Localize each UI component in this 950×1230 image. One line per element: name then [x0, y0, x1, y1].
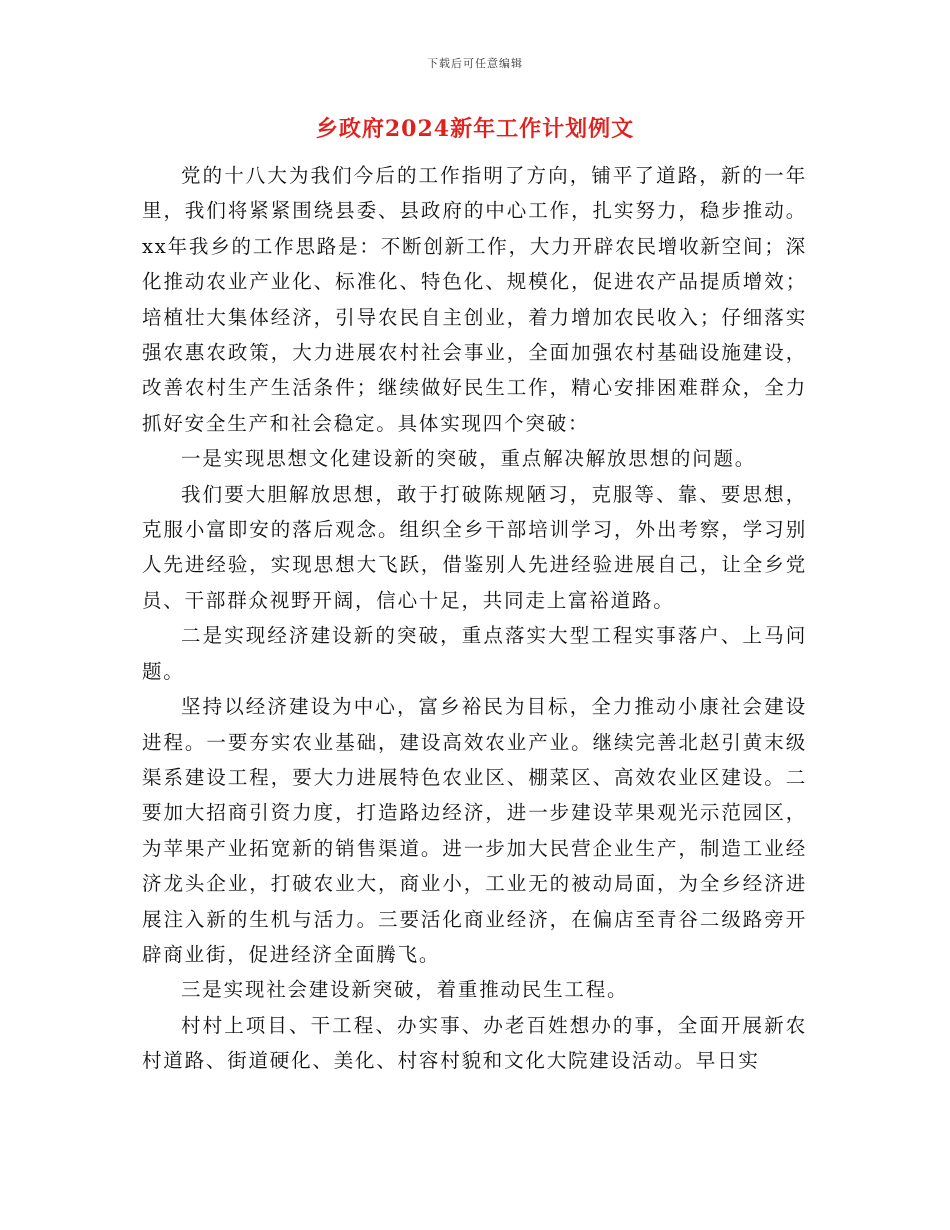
paragraph: 村村上项目、干工程、办实事、办老百姓想办的事，全面开展新农村道路、街道硬化、美化、村容村貌和文化大院建设活动。早日实: [142, 1013, 807, 1073]
paragraph: 三是实现社会建设新突破，着重推动民生工程。: [181, 978, 629, 1002]
document-body: [142, 158, 807, 1079]
header-note: 下载后可任意编辑: [427, 57, 523, 70]
paragraph: 我们要大胆解放思想，敢于打破陈规陋习，克服等、靠、要思想，克服小富即安的落后观念。组织全乡干部培训学习，外出考察，学习别人先进经验，实现思想大飞跃，借鉴别人先进经验进展自己，让全乡党员、干部群众视野开阔，信心十足，共同走上富裕道路。: [142, 482, 807, 612]
paragraph: 一是实现思想文化建设新的突破，重点解决解放思想的问题。: [181, 447, 757, 471]
paragraph: 党的十八大为我们今后的工作指明了方向，铺平了道路，新的一年里，我们将紧紧围绕县委、县政府的中心工作，扎实努力，稳步推动。xx年我乡的工作思路是：不断创新工作，大力开辟农民增收新空间；深化推动农业产业化、标准化、特色化、规模化，促进农产品提质增效；培植壮大集体经济，引导农民自主创业，着力增加农民收入；仔细落实强农惠农政策，大力进展农村社会事业，全面加强农村基础设施建设，改善农村生产生活条件；继续做好民生工作，精心安排困难群众，全力抓好安全生产和社会稳定。具体实现四个突破：: [142, 164, 807, 435]
paragraph: 坚持以经济建设为中心，富乡裕民为目标，全力推动小康社会建设进程。一要夯实农业基础，建设高效农业产业。继续完善北赵引黄末级渠系建设工程，要大力进展特色农业区、棚菜区、高效农业区建设。二要加大招商引资力度，打造路边经济，进一步建设苹果观光示范园区，为苹果产业拓宽新的销售渠道。进一步加大民营企业生产，制造工业经济龙头企业，打破农业大，商业小，工业无的被动局面，为全乡经济进展注入新的生机与活力。三要活化商业经济，在偏店至青谷二级路旁开辟商业街，促进经济全面腾飞。: [142, 695, 807, 966]
document-title: 乡政府2024新年工作计划例文: [315, 116, 635, 142]
paragraph: 二是实现经济建设新的突破，重点落实大型工程实事落户、上马问题。: [142, 624, 807, 683]
